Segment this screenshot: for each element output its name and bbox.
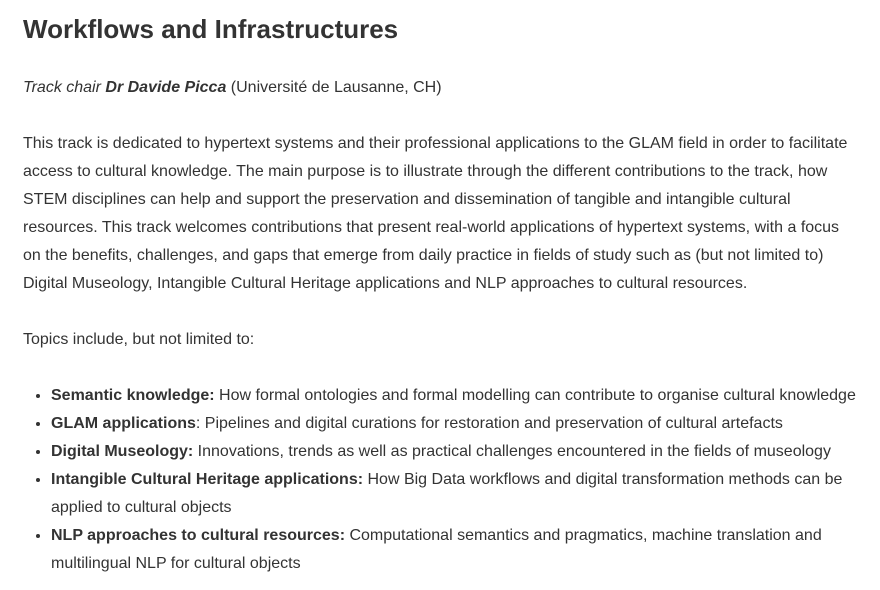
list-item	[51, 382, 860, 410]
track-chair-line	[23, 74, 860, 102]
list-item	[51, 522, 860, 578]
track-chair-label: Track chair	[23, 79, 101, 96]
topic-description: Innovations, trends as well as practical challenges encountered in the fields of museology	[193, 443, 831, 460]
list-item	[51, 410, 860, 438]
topic-term: Intangible Cultural Heritage applications:	[51, 471, 364, 488]
page-title: Workflows and Infrastructures	[23, 14, 399, 44]
list-item	[51, 438, 860, 466]
topic-term: Semantic knowledge:	[51, 387, 215, 404]
topic-description: How Big Data workflows and digital transformation methods can be applied to cultural objects	[51, 471, 843, 516]
topic-term: NLP approaches to cultural resources:	[51, 527, 346, 544]
topic-description: : Pipelines and digital curations for restoration and preservation of cultural artefacts	[195, 415, 783, 432]
topics-list	[23, 382, 860, 578]
track-chair-name: Dr Davide Picca	[105, 79, 227, 96]
track-description: This track is dedicated to hypertext systems and their professional applications to the GLAM field in order to facilitate access to cultural knowledge. The main purpose is to illustrate through the different contributions to the track, how STEM disciplines can help and support the preservation and dissemination of tangible and intangible cultural resources. This track welcomes contributions that present real-world applications of hypertext systems, with a focus on the benefits, challenges, and gaps that emerge from daily practice in fields of study such as (but not limited to) Digital Museology, Intangible Cultural Heritage applications and NLP approaches to cultural resources.	[23, 135, 848, 292]
topics-lead: Topics include, but not limited to:	[23, 331, 255, 348]
track-chair-affiliation: (Université de Lausanne, CH)	[230, 79, 442, 96]
topic-description: Computational semantics and pragmatics, machine translation and multilingual NLP for cultural objects	[51, 527, 822, 572]
topic-description: How formal ontologies and formal modelling can contribute to organise cultural knowledge	[214, 387, 856, 404]
topic-term: GLAM applications	[51, 415, 196, 432]
topic-term: Digital Museology:	[51, 443, 194, 460]
list-item	[51, 466, 860, 522]
